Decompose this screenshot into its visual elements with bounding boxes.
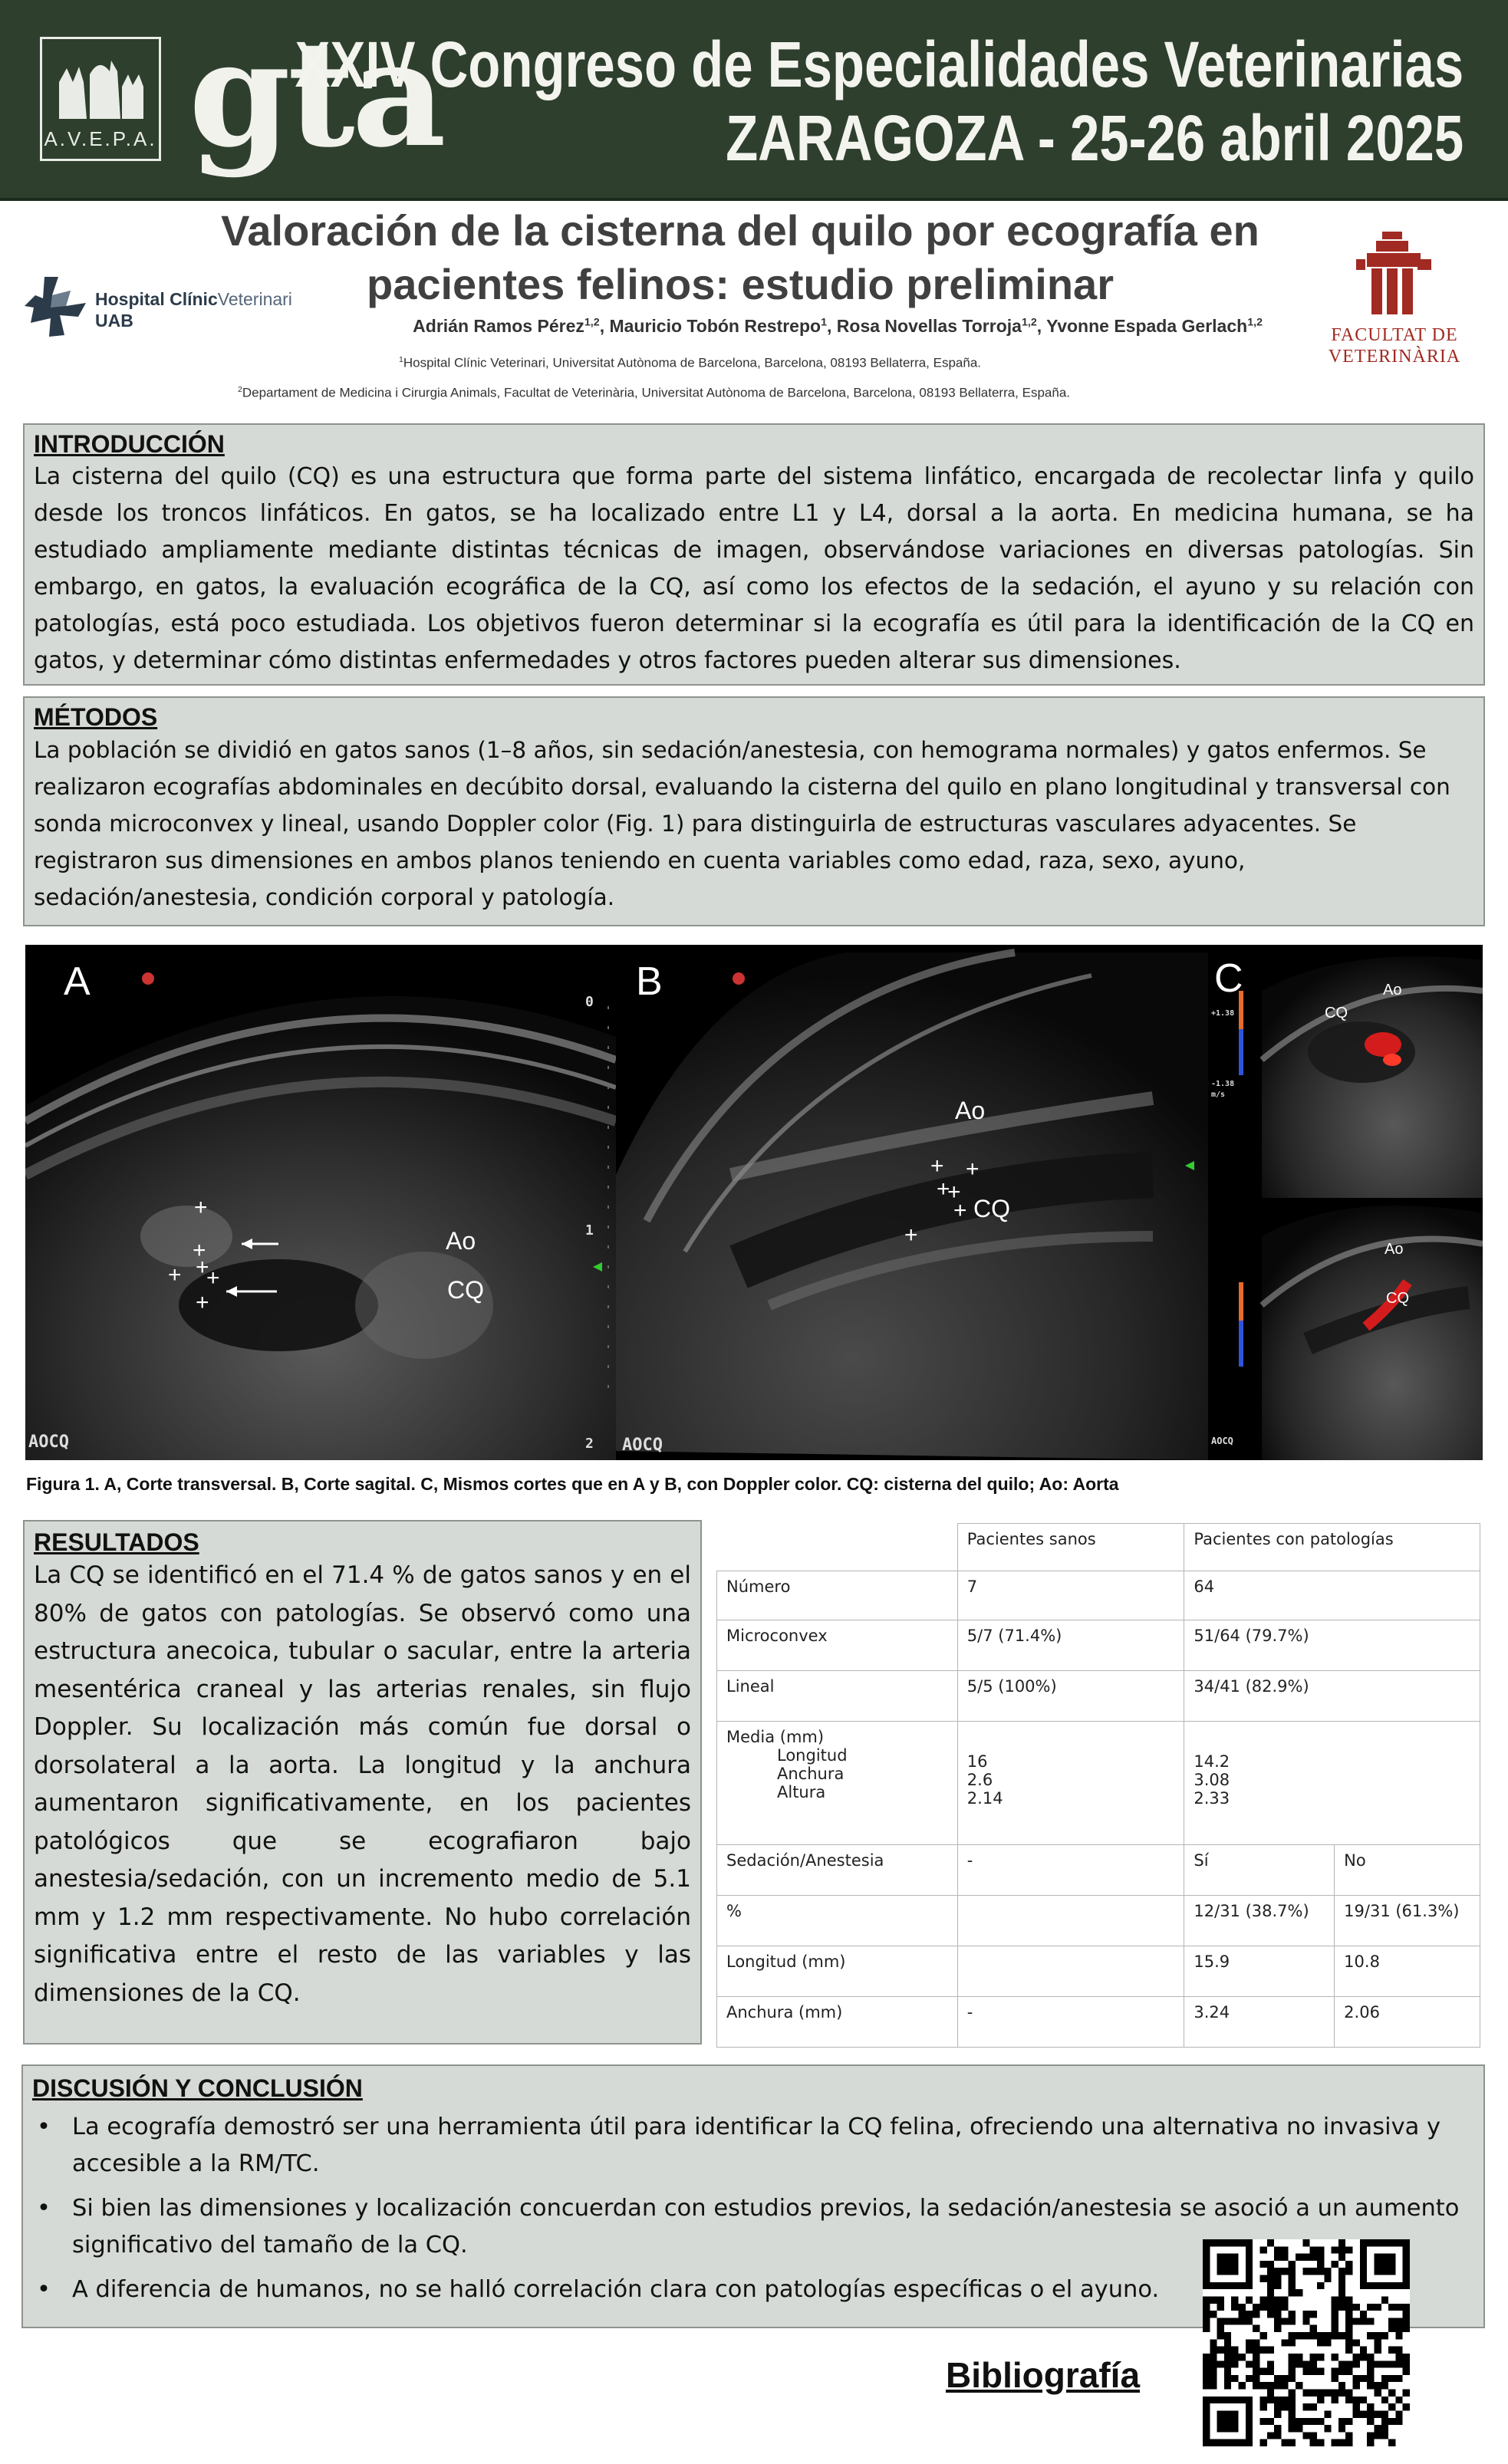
panel-a — [25, 945, 616, 1460]
svg-text:+: + — [947, 1179, 961, 1205]
panel-c-label: C — [1214, 956, 1243, 1001]
faculty-logo — [1325, 232, 1464, 377]
table-row — [717, 1946, 1480, 1996]
affiliation-1 — [399, 355, 981, 371]
table-cell — [1184, 1722, 1480, 1844]
table-cell: Longitud (mm) — [717, 1946, 958, 1996]
table-row — [717, 1671, 1480, 1722]
media-value: 2.33 — [1194, 1789, 1230, 1808]
introduction-section — [23, 423, 1485, 686]
author-name: Adrián Ramos Pérez — [413, 316, 584, 336]
table-row — [717, 1620, 1480, 1671]
media-label: Media (mm) — [726, 1728, 825, 1747]
table-cell: 5/5 (100%) — [957, 1671, 1184, 1722]
header-banner — [0, 0, 1508, 201]
table-row — [717, 1895, 1480, 1946]
table-cell: Sí — [1184, 1844, 1335, 1895]
discussion-bullet: • La ecografía demostró ser una herramienta útil para identificar la CQ felina, ofreciendo una alternativa no invasiva y accesible a la RM/TC. — [32, 2109, 1474, 2183]
table-cell: 2.06 — [1335, 1996, 1480, 2047]
aff-text: Hospital Clínic Veterinari, Universitat Autònoma de Barcelona, Barcelona, 08193 Bellaterra, España. — [403, 355, 982, 370]
hospital-name — [95, 289, 292, 310]
congress-line1: XXIV Congreso de Especialidades Veterinarias — [295, 28, 1464, 100]
label-cq-bottom: CQ — [1386, 1290, 1409, 1307]
intro-text: La cisterna del quilo (CQ) es una estructura que forma parte del sistema linfático, encargada de recolectar linfa y quilo desde los troncos linfáticos. En gatos, se ha localizado entre L1 y L4, dorsal a la aorta. En medicina humana, se ha estudiado ampliamente mediante distintas técnicas de imagen, observándose variaciones en diversas patologías. Sin embargo, en gatos, la evaluación ecográfica de la CQ, así como los efectos de la sedación, el ayuno y su relación con patologías, está poco estudiada. Los objetivos fueron determinar si la ecografía es útil para la identificación de la CQ en gatos, y determinar cómo distintas enfermedades y otros factores pueden alterar sus dimensiones. — [34, 463, 1474, 674]
table-cell: 51/64 (79.7%) — [1184, 1620, 1480, 1671]
table-cell: 5/7 (71.4%) — [957, 1620, 1184, 1671]
label-cq-top: CQ — [1325, 1005, 1348, 1021]
svg-text:+: + — [168, 1262, 182, 1288]
table-cell: 12/31 (38.7%) — [1184, 1895, 1335, 1946]
media-value: 2.14 — [966, 1789, 1003, 1808]
table-cell: 3.24 — [1184, 1996, 1335, 2047]
table-row — [717, 1996, 1480, 2047]
panel-b-label: B — [636, 959, 663, 1004]
author-aff: 1,2 — [1021, 316, 1037, 329]
svg-text:+: + — [953, 1198, 967, 1223]
aff-num: 1 — [399, 355, 403, 364]
table-cell: - — [957, 1996, 1184, 2047]
depth-2: 2 — [585, 1436, 594, 1452]
bibliography-link[interactable]: Bibliografía — [946, 2355, 1141, 2395]
svg-text:+: + — [196, 1290, 209, 1315]
panel-b-image — [616, 945, 1208, 1460]
doppler-scale-top: +1.38 — [1211, 1009, 1235, 1018]
table-cell — [957, 1946, 1184, 1996]
doppler-unit: m/s — [1211, 1091, 1226, 1099]
author-name: Yvonne Espada Gerlach — [1046, 316, 1248, 336]
table-cell: Sedación/Anestesia — [717, 1844, 958, 1895]
media-value: 2.6 — [966, 1771, 993, 1790]
svg-text:+: + — [930, 1153, 944, 1179]
table-cell — [957, 1895, 1184, 1946]
author-name: Mauricio Tobón Restrepo — [609, 316, 821, 336]
media-value: 16 — [966, 1752, 988, 1772]
table-cell: No — [1335, 1844, 1480, 1895]
svg-text:+: + — [966, 1156, 980, 1182]
table-cell — [717, 1524, 958, 1571]
title-line2: pacientes felinos: estudio preliminar — [366, 260, 1114, 308]
corner-text: AOCQ — [28, 1433, 69, 1452]
table-cell: - — [957, 1844, 1184, 1895]
label-ao-bottom: Ao — [1385, 1241, 1404, 1258]
author-aff: 1,2 — [584, 316, 600, 329]
label-cq: CQ — [973, 1195, 1010, 1222]
label-ao-top: Ao — [1383, 982, 1402, 998]
discussion-bullet: • A diferencia de humanos, no se halló correlación clara con patologías específicas o el ayuno. — [32, 2272, 1474, 2308]
svg-text:+: + — [937, 1176, 950, 1202]
title-line1: Valoración de la cisterna del quilo por ecografía en — [221, 206, 1259, 255]
methods-section — [23, 696, 1485, 926]
panel-b — [616, 945, 1208, 1460]
author-aff: 1 — [821, 316, 827, 329]
ultrasound-figure — [25, 945, 1483, 1460]
methods-heading: MÉTODOS — [34, 703, 158, 731]
svg-text:+: + — [196, 1255, 209, 1280]
table-cell — [717, 1722, 958, 1844]
doppler-scale-bottom: -1.38 — [1211, 1080, 1235, 1088]
intro-heading: INTRODUCCIÓN — [34, 430, 225, 458]
results-section — [23, 1520, 702, 2045]
table-cell: 15.9 — [1184, 1946, 1335, 1996]
media-sub: Anchura — [777, 1765, 845, 1784]
table-header: Pacientes sanos — [957, 1524, 1184, 1571]
faculty-line1: FACULTAT DE — [1331, 325, 1458, 345]
faculty-line2: VETERINÀRIA — [1328, 347, 1461, 367]
results-text: La CQ se identificó en el 71.4 % de gatos sanos y en el 80% de gatos con patologías. Se observó como una estructura anecoica, tubular o sacular, entre la arteria mesentérica craneal y las arterias renales, sin flujo Doppler. Su localización más común fue dorsal o dorsolateral a la aorta. La longitud y la anchura aumentaron significativamente, en los pacientes patológicos que se ecografiaron bajo anestesia/sedación, con un incremento medio de 5.1 mm y 1.2 mm respectivamente. No hubo correlación significativa entre el resto de las variables y las dimensiones de la CQ. — [34, 1561, 691, 2007]
table-cell: Lineal — [717, 1671, 958, 1722]
table-cell — [957, 1722, 1184, 1844]
table-cell: Anchura (mm) — [717, 1996, 958, 2047]
depth-0: 0 — [585, 994, 594, 1010]
table-row — [717, 1571, 1480, 1620]
media-sub: Altura — [777, 1783, 826, 1802]
authors: Adrián Ramos Pérez$^{1,2}$, Mauricio Tobón Restrepo$^1$, Rosa Novellas Torroja$^{1,2}$, Yvonne Espada Gerlach$^{1,2}$ — [413, 316, 1263, 336]
panel-c — [1208, 945, 1483, 1460]
congress-line2: ZARAGOZA - 25-26 abril 2025 — [725, 102, 1464, 174]
hospital-name-b: Veterinari — [217, 289, 292, 309]
gta-brand: gta — [189, 8, 443, 179]
corner-text: AOCQ — [1211, 1436, 1233, 1446]
svg-text:+: + — [194, 1195, 208, 1220]
corner-text: AOCQ — [622, 1436, 663, 1455]
table-row — [717, 1844, 1480, 1895]
label-ao: Ao — [955, 1097, 986, 1124]
results-heading: RESULTADOS — [34, 1528, 199, 1556]
svg-text:+: + — [904, 1222, 918, 1248]
discussion-heading: DISCUSIÓN Y CONCLUSIÓN — [32, 2074, 363, 2102]
hospital-logo — [21, 272, 298, 341]
congress-title — [38, 28, 1464, 175]
table-cell: 64 — [1184, 1571, 1480, 1620]
hospital-uab: UAB — [95, 311, 133, 331]
media-value: 3.08 — [1194, 1771, 1230, 1790]
media-value: 14.2 — [1194, 1752, 1230, 1772]
depth-1: 1 — [585, 1222, 594, 1239]
panel-a-label: A — [64, 959, 91, 1004]
svg-text:+: + — [193, 1238, 206, 1263]
poster-title — [153, 204, 1327, 311]
author-aff: 1,2 — [1247, 316, 1263, 329]
qr-code-icon[interactable] — [1203, 2239, 1410, 2446]
table-header: Pacientes con patologías — [1184, 1524, 1480, 1571]
table-cell: Microconvex — [717, 1620, 958, 1671]
table-cell: % — [717, 1895, 958, 1946]
table-row — [717, 1524, 1480, 1571]
affiliation-2 — [238, 385, 1070, 401]
hospital-name-a: Hospital Clínic — [95, 289, 218, 309]
aff-num: 2 — [238, 385, 242, 394]
media-sub: Longitud — [777, 1746, 848, 1765]
panel-a-image — [25, 945, 616, 1460]
hospital-cross-icon — [21, 272, 91, 341]
aff-text: Departament de Medicina i Cirurgia Animals, Facultat de Veterinària, Universitat Autònoma de Barcelona, Barcelona, 08193 Bellaterra, España. — [242, 385, 1071, 400]
results-table — [716, 1523, 1480, 2048]
author-name: Rosa Novellas Torroja — [836, 316, 1022, 336]
label-ao: Ao — [446, 1227, 476, 1255]
label-cq: CQ — [447, 1276, 484, 1304]
table-cell: 10.8 — [1335, 1946, 1480, 1996]
table-cell: 34/41 (82.9%) — [1184, 1671, 1480, 1722]
table-cell: 19/31 (61.3%) — [1335, 1895, 1480, 1946]
table-row — [717, 1722, 1480, 1844]
svg-text:+: + — [206, 1265, 220, 1291]
figure-caption: Figura 1. A, Corte transversal. B, Corte sagital. C, Mismos cortes que en A y B, con Doppler color. CQ: cisterna del quilo; Ao: Aorta — [26, 1474, 1119, 1494]
faculty-crest-icon — [1348, 232, 1441, 322]
table-cell: Número — [717, 1571, 958, 1620]
methods-text: La población se dividió en gatos sanos (1–8 años, sin sedación/anestesia, con hemograma normales) y gatos enfermos. Se realizaron ecografías abdominales en decúbito dorsal, evaluando la cisterna del quilo en plano longitudinal y transversal con sonda microconvex y lineal, usando Doppler color (Fig. 1) para distinguirla de estructuras vasculares adyacentes. Se registraron sus dimensiones en ambos planos teniendo en cuenta variables como edad, raza, sexo, ayuno, sedación/anestesia, condición corporal y patología. — [34, 737, 1450, 910]
avepa-text: A.V.E.P.A. — [44, 127, 157, 150]
table-cell: 7 — [957, 1571, 1184, 1620]
discussion-bullet: • Si bien las dimensiones y localización concuerdan con estudios previos, la sedación/anestesia se asoció a un aumento significativo del tamaño de la CQ. — [32, 2190, 1474, 2264]
